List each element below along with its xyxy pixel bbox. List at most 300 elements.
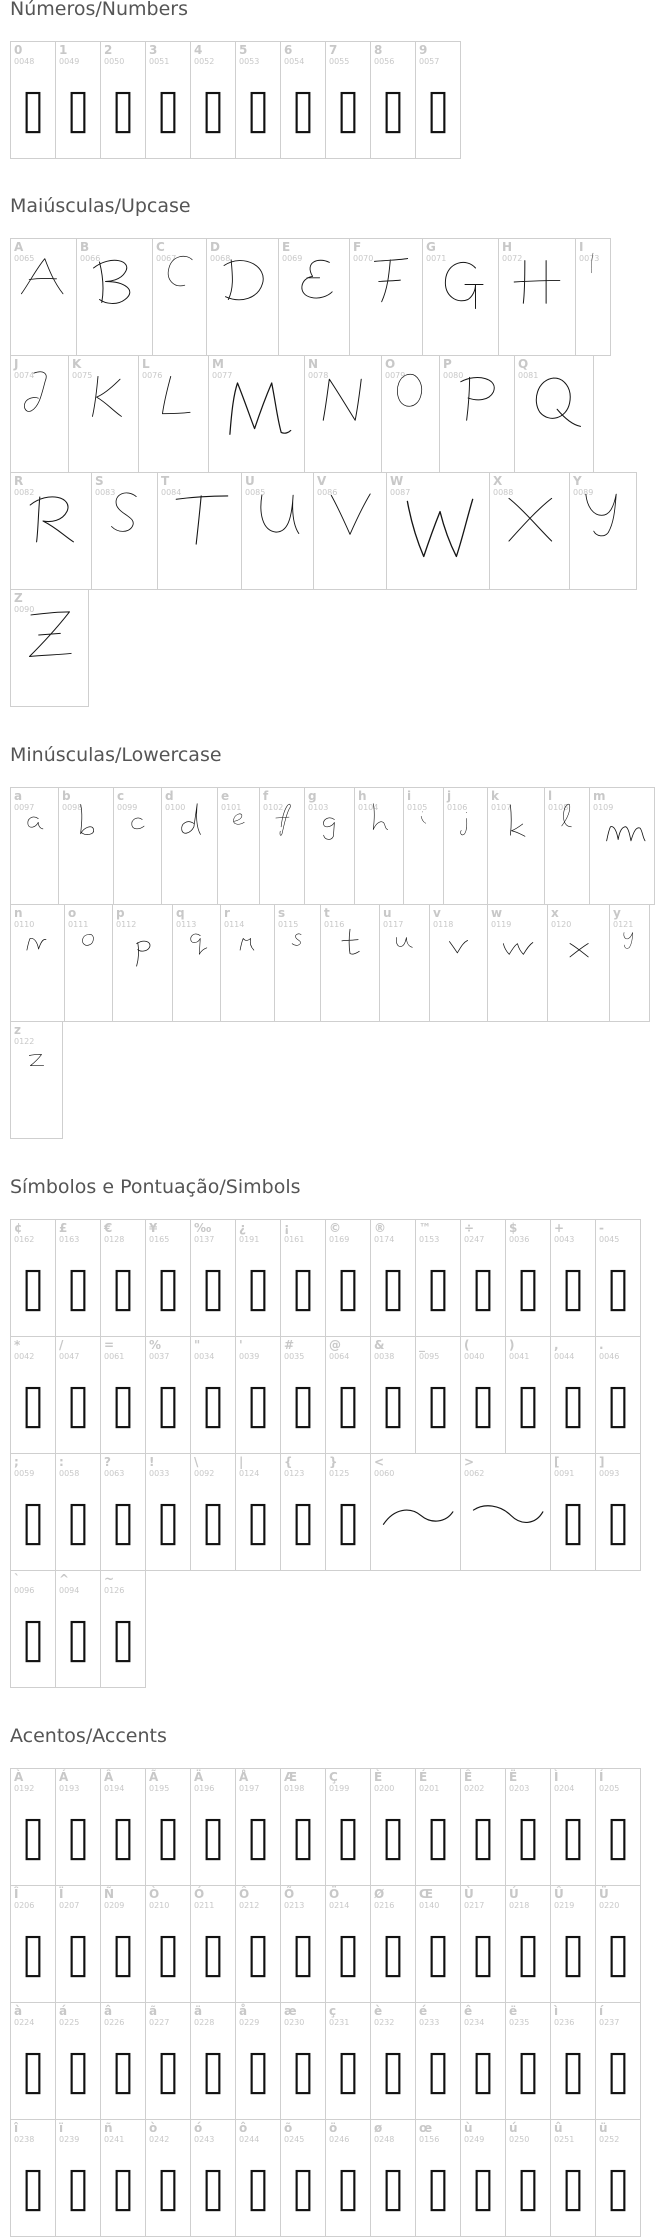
glyph-cell (68, 355, 139, 473)
glyph-code-label: 0042 (14, 1352, 35, 1361)
glyph-code-label: 0075 (72, 371, 93, 380)
missing-glyph-rectangle (612, 1505, 625, 1544)
glyph-character-label: % (149, 1338, 162, 1352)
missing-glyph-box-icon (191, 2011, 235, 2118)
glyph-character-label: h (358, 789, 367, 803)
glyph-character-label: ø (374, 2121, 383, 2135)
glyph-cell (235, 1885, 281, 2003)
glyph-stroke (509, 498, 552, 541)
glyph-cell (55, 2002, 101, 2120)
glyph-character-label: c (117, 789, 125, 803)
glyph-stroke (607, 827, 645, 841)
glyph-code-label: 0113 (176, 920, 197, 929)
missing-glyph-box-icon (371, 2011, 415, 2118)
missing-glyph-rectangle (27, 1505, 40, 1544)
glyph-character-label: J (14, 357, 19, 371)
glyph-character-label: ` (14, 1572, 20, 1586)
script-glyph-drawing (209, 364, 304, 459)
missing-glyph-rectangle (432, 1937, 445, 1976)
glyph-character-label: Ê (464, 1770, 473, 1784)
missing-glyph-box-icon (371, 2128, 415, 2235)
missing-glyph-box-icon (461, 1345, 505, 1452)
missing-glyph-rectangle (117, 1622, 130, 1661)
glyph-cell (325, 2002, 371, 2120)
glyph-code-label: 0201 (419, 1784, 440, 1793)
glyph-character-label: P (443, 357, 452, 371)
glyph-character-label: 9 (419, 43, 428, 57)
glyph-character-label: Ú (509, 1887, 519, 1901)
glyph-character-label: à (14, 2004, 23, 2018)
glyph-code-label: 0232 (374, 2018, 395, 2027)
glyph-character-label: 1 (59, 43, 68, 57)
glyph-cell (10, 589, 89, 707)
script-glyph-drawing (218, 796, 259, 837)
missing-glyph-box-icon (596, 1462, 640, 1569)
glyph-stroke (586, 494, 616, 536)
missing-glyph-box-icon (146, 50, 190, 157)
missing-glyph-rectangle (477, 1271, 490, 1310)
script-glyph-drawing (59, 796, 113, 850)
glyph-code-label: 0044 (554, 1352, 575, 1361)
missing-glyph-box-icon (146, 1228, 190, 1335)
missing-glyph-box-icon (101, 1345, 145, 1452)
glyph-code-label: 0087 (390, 488, 411, 497)
missing-glyph-rectangle (342, 1937, 355, 1976)
script-glyph-drawing (440, 364, 514, 438)
glyph-cell (487, 787, 545, 905)
missing-glyph-box-icon (101, 1579, 145, 1686)
script-glyph-drawing (173, 913, 220, 960)
glyph-code-label: 0057 (419, 57, 440, 66)
glyph-character-label: Î (14, 1887, 19, 1901)
glyph-code-label: 0247 (464, 1235, 485, 1244)
glyph-character-label: € (104, 1221, 113, 1235)
glyph-cell (595, 1885, 641, 2003)
glyph-character-label: é (419, 2004, 428, 2018)
missing-glyph-box-icon (11, 1462, 55, 1569)
glyph-code-label: 0198 (284, 1784, 305, 1793)
glyph-character-label: û (554, 2121, 563, 2135)
glyph-code-label: 0225 (59, 2018, 80, 2027)
glyph-character-label: Ñ (104, 1887, 115, 1901)
glyph-code-label: 0220 (599, 1901, 620, 1910)
glyph-cell (550, 1219, 596, 1337)
glyph-cell (325, 1885, 371, 2003)
missing-glyph-box-icon (101, 1777, 145, 1884)
glyph-code-label: 0094 (59, 1586, 80, 1595)
glyph-code-label: 0213 (284, 1901, 305, 1910)
glyph-cell (278, 238, 350, 356)
glyph-cell (113, 787, 162, 905)
glyph-cell (415, 1885, 461, 2003)
missing-glyph-rectangle (162, 1937, 175, 1976)
glyph-code-label: 0156 (419, 2135, 440, 2144)
glyph-character-label: í (599, 2004, 604, 2018)
glyph-stroke (81, 805, 94, 835)
script-glyph-drawing (11, 481, 91, 561)
glyph-cell (370, 1453, 461, 1571)
missing-glyph-box-icon (596, 1228, 640, 1335)
glyph-character-label: ¡ (284, 1221, 290, 1235)
glyph-cell (100, 1885, 146, 2003)
glyph-character-label: Ü (599, 1887, 609, 1901)
script-glyph-drawing (590, 796, 654, 860)
glyph-code-label: 0085 (245, 488, 266, 497)
glyph-code-label: 0068 (210, 254, 231, 263)
missing-glyph-rectangle (567, 1820, 580, 1859)
glyph-cell (208, 355, 305, 473)
glyph-code-label: 0045 (599, 1235, 620, 1244)
glyph-code-label: 0163 (59, 1235, 80, 1244)
script-glyph-drawing (275, 913, 320, 958)
missing-glyph-rectangle (522, 1937, 535, 1976)
glyph-cell (138, 355, 209, 473)
missing-glyph-rectangle (117, 1271, 130, 1310)
glyph-cell (280, 2002, 326, 2120)
glyph-character-label: È (374, 1770, 383, 1784)
glyph-cell (76, 238, 153, 356)
glyph-cell (157, 472, 242, 590)
glyph-character-label: 2 (104, 43, 113, 57)
glyph-stroke (331, 494, 370, 534)
missing-glyph-rectangle (342, 93, 355, 132)
glyph-character-label: # (284, 1338, 295, 1352)
missing-glyph-rectangle (612, 1388, 625, 1427)
missing-glyph-box-icon (11, 1579, 55, 1686)
missing-glyph-box-icon (236, 1345, 280, 1452)
missing-glyph-box-icon (11, 1777, 55, 1884)
glyph-cell (280, 1768, 326, 1886)
glyph-character-label: ï (59, 2121, 64, 2135)
glyph-cell (415, 1768, 461, 1886)
glyph-stroke (162, 376, 190, 413)
glyph-code-label: 0252 (599, 2135, 620, 2144)
glyph-cell (220, 904, 275, 1022)
missing-glyph-box-icon (11, 50, 55, 157)
missing-glyph-box-icon (326, 1894, 370, 2001)
missing-glyph-box-icon (191, 1345, 235, 1452)
glyph-character-label: ë (509, 2004, 518, 2018)
script-glyph-drawing (488, 913, 547, 972)
glyph-cell (460, 1336, 506, 1454)
glyph-stroke (182, 804, 201, 835)
glyph-code-label: 0088 (493, 488, 514, 497)
glyph-cell (415, 2002, 461, 2120)
glyph-character-label: ó (194, 2121, 203, 2135)
glyph-stroke (27, 938, 46, 950)
glyph-character-label: s (278, 906, 286, 920)
glyph-character-label: £ (59, 1221, 68, 1235)
glyph-cell (379, 904, 430, 1022)
script-glyph-drawing (404, 796, 443, 835)
missing-glyph-box-icon (326, 1228, 370, 1335)
glyph-cell (55, 41, 101, 159)
missing-glyph-box-icon (146, 2011, 190, 2118)
glyph-code-label: 0125 (329, 1469, 350, 1478)
missing-glyph-rectangle (567, 2171, 580, 2210)
glyph-cell (235, 1219, 281, 1337)
glyph-stroke (137, 941, 150, 966)
script-glyph-drawing (305, 796, 354, 845)
missing-glyph-rectangle (207, 2054, 220, 2093)
glyph-stroke (24, 372, 46, 412)
glyph-character-label: C (156, 240, 165, 254)
missing-glyph-rectangle (207, 93, 220, 132)
glyph-character-label: H (502, 240, 513, 254)
script-glyph-drawing (153, 247, 206, 300)
glyph-cell (217, 787, 260, 905)
glyph-code-label: 0093 (599, 1469, 620, 1478)
missing-glyph-rectangle (117, 1820, 130, 1859)
missing-glyph-rectangle (387, 1271, 400, 1310)
missing-glyph-box-icon (56, 1579, 100, 1686)
glyph-code-label: 0097 (14, 803, 35, 812)
glyph-code-label: 0238 (14, 2135, 35, 2144)
missing-glyph-rectangle (252, 2171, 265, 2210)
glyph-code-label: 0078 (308, 371, 329, 380)
missing-glyph-box-icon (326, 1345, 370, 1452)
missing-glyph-box-icon (11, 1345, 55, 1452)
script-glyph-drawing (387, 481, 489, 583)
glyph-stroke (29, 612, 71, 657)
glyph-code-label: 0165 (149, 1235, 170, 1244)
glyph-stroke (21, 259, 63, 294)
glyph-code-label: 0244 (239, 2135, 260, 2144)
glyph-code-label: 0096 (14, 1586, 35, 1595)
glyph-cell (505, 1219, 551, 1337)
glyph-character-label: ê (464, 2004, 473, 2018)
missing-glyph-box-icon (551, 2128, 595, 2235)
glyph-code-label: 0052 (194, 57, 215, 66)
missing-glyph-rectangle (117, 1388, 130, 1427)
glyph-code-label: 0035 (284, 1352, 305, 1361)
glyph-code-label: 0073 (579, 254, 600, 263)
glyph-character-label: ( (464, 1338, 470, 1352)
glyph-code-label: 0058 (59, 1469, 80, 1478)
glyph-code-label: 0055 (329, 57, 350, 66)
glyph-character-label: Ï (59, 1887, 64, 1901)
missing-glyph-rectangle (297, 1388, 310, 1427)
glyph-cell (190, 2002, 236, 2120)
glyph-code-label: 0036 (509, 1235, 530, 1244)
glyph-character-label: © (329, 1221, 341, 1235)
glyph-code-label: 0246 (329, 2135, 350, 2144)
glyph-stroke (570, 944, 588, 957)
glyph-character-label: l (548, 789, 553, 803)
glyph-cell (370, 2002, 416, 2120)
glyph-character-label: o (68, 906, 77, 920)
missing-glyph-box-icon (101, 1462, 145, 1569)
glyph-code-label: 0043 (554, 1235, 575, 1244)
glyph-cell (145, 1885, 191, 2003)
glyph-cell (280, 2119, 326, 2237)
glyph-cell (370, 1768, 416, 1886)
glyph-stroke (461, 377, 495, 420)
missing-glyph-rectangle (207, 1937, 220, 1976)
glyph-code-label: 0053 (239, 57, 260, 66)
glyph-code-label: 0193 (59, 1784, 80, 1793)
glyph-stroke (383, 1510, 452, 1524)
glyph-code-label: 0235 (509, 2018, 530, 2027)
glyph-cell (595, 1219, 641, 1337)
glyph-cell (550, 2119, 596, 2237)
glyph-cell (370, 1219, 416, 1337)
glyph-character-label: Œ (419, 1887, 434, 1901)
missing-glyph-rectangle (387, 1937, 400, 1976)
glyph-character-label: B (80, 240, 90, 254)
missing-glyph-box-icon (281, 1777, 325, 1884)
glyph-cell (10, 1768, 56, 1886)
script-glyph-drawing (371, 1462, 460, 1551)
missing-glyph-box-icon (371, 1345, 415, 1452)
missing-glyph-rectangle (207, 1271, 220, 1310)
missing-glyph-box-icon (326, 50, 370, 157)
glyph-character-label: ü (599, 2121, 608, 2135)
script-glyph-drawing (305, 364, 381, 440)
glyph-code-label: 0241 (104, 2135, 125, 2144)
script-glyph-drawing (423, 247, 498, 322)
glyph-code-label: 0209 (104, 1901, 125, 1910)
missing-glyph-box-icon (11, 1894, 55, 2001)
glyph-stroke (324, 818, 335, 839)
glyph-code-label: 0122 (14, 1037, 35, 1046)
missing-glyph-box-icon (506, 2011, 550, 2118)
glyph-stroke (83, 934, 94, 945)
missing-glyph-rectangle (387, 1820, 400, 1859)
missing-glyph-rectangle (522, 2054, 535, 2093)
glyph-character-label: k (491, 789, 499, 803)
glyph-cell (10, 238, 77, 356)
glyph-cell (429, 904, 488, 1022)
missing-glyph-box-icon (236, 2128, 280, 2235)
missing-glyph-box-icon (191, 50, 235, 157)
glyph-cell (145, 41, 191, 159)
glyph-cell (10, 904, 65, 1022)
glyph-code-label: 0251 (554, 2135, 575, 2144)
glyph-code-label: 0041 (509, 1352, 530, 1361)
glyph-cell (460, 1453, 551, 1571)
missing-glyph-rectangle (72, 2171, 85, 2210)
glyph-code-label: 0199 (329, 1784, 350, 1793)
glyph-code-label: 0048 (14, 57, 35, 66)
script-glyph-drawing (610, 913, 649, 952)
glyph-code-label: 0162 (14, 1235, 35, 1244)
glyph-code-label: 0077 (212, 371, 233, 380)
glyph-cell (544, 787, 590, 905)
glyph-character-label: x (551, 906, 559, 920)
glyph-code-label: 0249 (464, 2135, 485, 2144)
glyph-cell (145, 2119, 191, 2237)
glyph-cell (460, 1768, 506, 1886)
missing-glyph-box-icon (371, 50, 415, 157)
glyph-code-label: 0211 (194, 1901, 215, 1910)
glyph-code-label: 0226 (104, 2018, 125, 2027)
missing-glyph-box-icon (596, 1894, 640, 2001)
glyph-code-label: 0104 (358, 803, 379, 812)
missing-glyph-box-icon (326, 2128, 370, 2235)
glyph-stroke (132, 818, 144, 829)
glyph-cell (595, 1336, 641, 1454)
script-glyph-drawing (69, 364, 138, 433)
glyph-code-label: 0191 (239, 1235, 260, 1244)
glyph-character-label: M (212, 357, 224, 371)
glyph-cell (55, 1453, 101, 1571)
glyph-character-label: X (493, 474, 503, 488)
missing-glyph-box-icon (596, 1777, 640, 1884)
glyph-character-label: } (329, 1455, 338, 1469)
glyph-character-label: z (14, 1023, 21, 1037)
glyph-cell (370, 41, 416, 159)
glyph-cell (575, 238, 611, 356)
glyph-code-label: 0128 (104, 1235, 125, 1244)
glyph-code-label: 0034 (194, 1352, 215, 1361)
glyph-code-label: 0081 (518, 371, 539, 380)
glyph-character-label: ® (374, 1221, 386, 1235)
missing-glyph-rectangle (27, 1271, 40, 1310)
missing-glyph-box-icon (101, 1894, 145, 2001)
glyph-character-label: 6 (284, 43, 293, 57)
glyph-code-label: 0047 (59, 1352, 80, 1361)
missing-glyph-rectangle (342, 2171, 355, 2210)
missing-glyph-rectangle (252, 1505, 265, 1544)
glyph-character-label: g (308, 789, 317, 803)
missing-glyph-rectangle (432, 1820, 445, 1859)
glyph-code-label: 0206 (14, 1901, 35, 1910)
script-glyph-drawing (77, 247, 152, 322)
glyph-character-label: Ì (554, 1770, 559, 1784)
glyph-cell (589, 787, 655, 905)
script-glyph-drawing (350, 247, 422, 319)
missing-glyph-box-icon (56, 1228, 100, 1335)
missing-glyph-box-icon (461, 2011, 505, 2118)
script-glyph-drawing (488, 796, 544, 852)
glyph-code-label: 0103 (308, 803, 329, 812)
script-glyph-drawing (11, 598, 88, 675)
missing-glyph-rectangle (72, 1622, 85, 1661)
missing-glyph-rectangle (117, 1937, 130, 1976)
glyph-code-label: 0046 (599, 1352, 620, 1361)
glyph-code-label: 0196 (194, 1784, 215, 1793)
glyph-character-label: 4 (194, 43, 203, 57)
glyph-code-label: 0248 (374, 2135, 395, 2144)
glyph-cell (280, 1219, 326, 1337)
missing-glyph-box-icon (506, 1345, 550, 1452)
glyph-character-label: R (14, 474, 24, 488)
glyph-character-label: { (284, 1455, 293, 1469)
script-glyph-drawing (242, 481, 313, 552)
missing-glyph-rectangle (117, 93, 130, 132)
glyph-code-label: 0100 (165, 803, 186, 812)
glyph-code-label: 0059 (14, 1469, 35, 1478)
glyph-cell (161, 787, 218, 905)
missing-glyph-box-icon (191, 1228, 235, 1335)
missing-glyph-box-icon (146, 1777, 190, 1884)
glyph-character-label: ¿ (239, 1221, 246, 1235)
glyph-character-label: I (579, 240, 584, 254)
glyph-cell (550, 1453, 596, 1571)
glyph-code-label: 0161 (284, 1235, 305, 1244)
glyph-cell (10, 1453, 56, 1571)
missing-glyph-box-icon (146, 1894, 190, 2001)
glyph-code-label: 0033 (149, 1469, 170, 1478)
glyph-stroke (168, 256, 192, 286)
missing-glyph-box-icon (56, 1894, 100, 2001)
glyph-cell (325, 1219, 371, 1337)
glyph-character-label: / (59, 1338, 64, 1352)
missing-glyph-box-icon (101, 1228, 145, 1335)
missing-glyph-box-icon (416, 2128, 460, 2235)
glyph-cell (190, 1768, 236, 1886)
